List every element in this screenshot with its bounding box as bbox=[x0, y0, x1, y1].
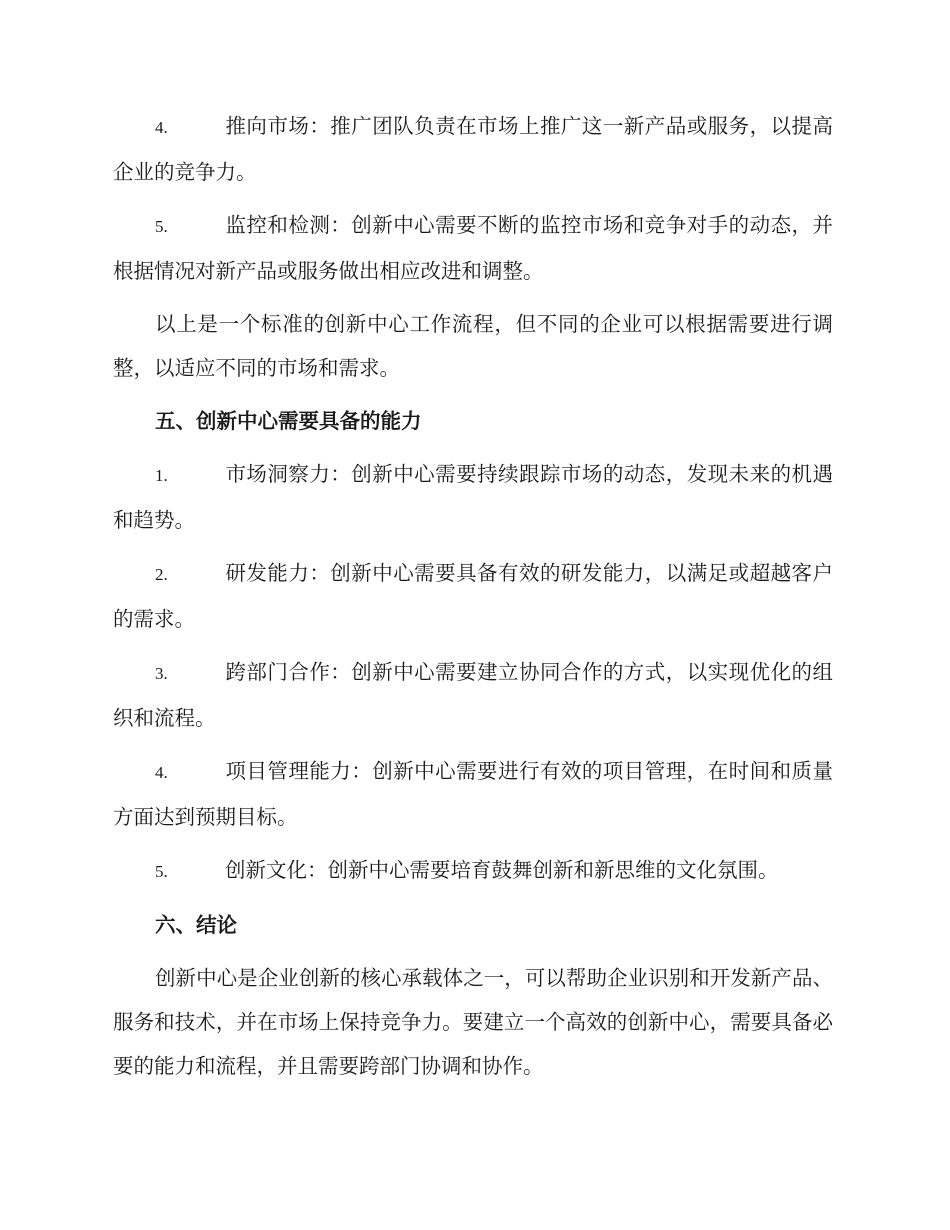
list-text: 监控和检测：创新中心需要不断的监控市场和竞争对手的动态，并根据情况对新产品或服务做出相应改进和调整。 bbox=[113, 213, 833, 283]
list-text: 市场洞察力：创新中心需要持续跟踪市场的动态，发现未来的机遇和趋势。 bbox=[113, 462, 833, 532]
list-number: 5. bbox=[155, 217, 168, 236]
list-text: 推向市场：推广团队负责在市场上推广这一新产品或服务，以提高企业的竞争力。 bbox=[113, 114, 833, 184]
list-item bbox=[113, 452, 833, 542]
list-number: 1. bbox=[155, 466, 168, 485]
section-heading-conclusion: 六、结论 bbox=[155, 913, 237, 937]
list-number: 3. bbox=[155, 664, 168, 683]
list-number: 5. bbox=[155, 862, 168, 881]
list-item bbox=[113, 848, 833, 894]
conclusion-paragraph: 创新中心是企业创新的核心承载体之一，可以帮助企业识别和开发新产品、服务和技术，并在市场上保持竞争力。要建立一个高效的创新中心，需要具备必要的能力和流程，并且需要跨部门协调和协作。 bbox=[113, 966, 833, 1078]
document-body bbox=[113, 104, 833, 1097]
list-text: 跨部门合作：创新中心需要建立协同合作的方式，以实现优化的组织和流程。 bbox=[113, 660, 833, 730]
list-number: 2. bbox=[155, 565, 168, 584]
list-item bbox=[113, 749, 833, 839]
list-item bbox=[113, 104, 833, 194]
list-item bbox=[113, 551, 833, 641]
list-text: 创新文化：创新中心需要培育鼓舞创新和新思维的文化氛围。 bbox=[225, 858, 779, 882]
list-number: 4. bbox=[155, 118, 168, 137]
list-text: 项目管理能力：创新中心需要进行有效的项目管理，在时间和质量方面达到预期目标。 bbox=[113, 759, 833, 829]
section-heading-capabilities: 五、创新中心需要具备的能力 bbox=[155, 409, 422, 433]
list-text: 研发能力：创新中心需要具备有效的研发能力，以满足或超越客户的需求。 bbox=[113, 561, 833, 631]
summary-paragraph: 以上是一个标准的创新中心工作流程，但不同的企业可以根据需要进行调整，以适应不同的市场和需求。 bbox=[113, 312, 833, 380]
list-item bbox=[113, 203, 833, 293]
list-item bbox=[113, 650, 833, 740]
list-number: 4. bbox=[155, 763, 168, 782]
